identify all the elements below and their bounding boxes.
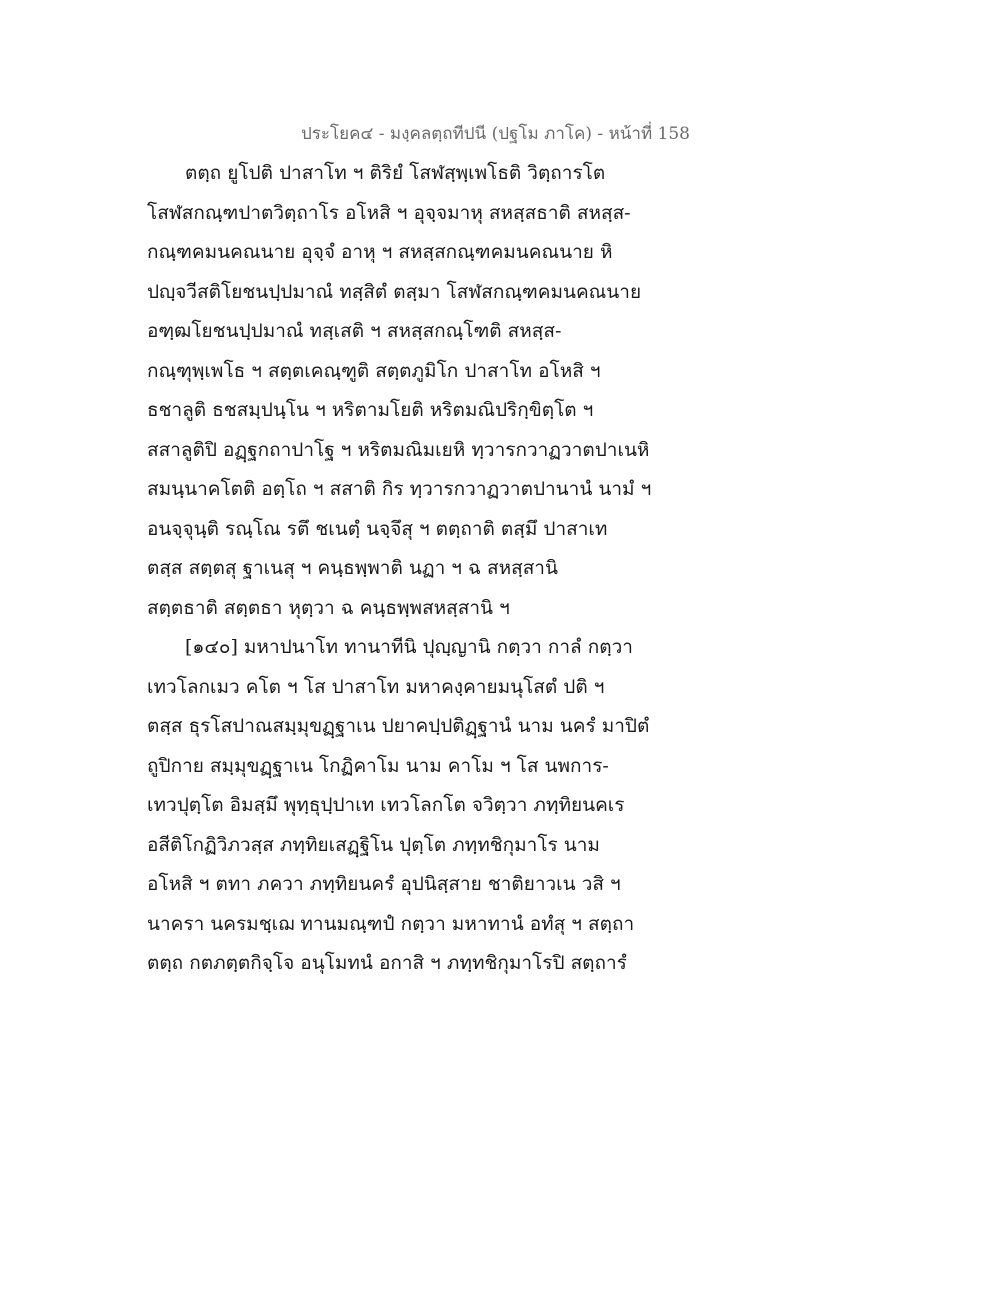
- text-line: ตตฺถ กตภตฺตกิจฺโจ อนุโมทนํ อกาสิ ฯ ภทฺทชิกุมาโรปิ สตฺถารํ: [147, 952, 627, 974]
- text-line: ปญฺจวีสติโยชนปฺปมาณํ ทสฺสิตํ ตสฺมา โสฬสกณฺฑคมนคณนาย: [147, 280, 642, 303]
- text-line: อฑฺฒโยชนปฺปมาณํ ทสฺเสติ ฯ สหสฺสกณฺโฑติ สหสฺส-: [147, 320, 562, 342]
- text-line: ตตฺถ ยูโปติ ปาสาโท ฯ ติริยํ โสฬสฺพฺเพโธติ วิตฺถารโต: [185, 162, 606, 184]
- text-line: สตฺตธาติ สตฺตธา หุตฺวา ฉ คนฺธพฺพสหสฺสานิ ฯ: [147, 596, 510, 619]
- text-line: อโหสิ ฯ ตทา ภควา ภทฺทิยนครํ อุปนิสฺสาย ชาติยาวเน วสิ ฯ: [147, 873, 621, 895]
- text-line: [๑๔๐] มหาปนาโท ทานาทีนิ ปุญฺญานิ กตฺวา กาลํ กตฺวา: [185, 636, 633, 658]
- text-line: นาครา นครมชฺเฌ ทานมณฺฑปํ กตฺวา มหาทานํ อทํสุ ฯ สตฺถา: [147, 912, 635, 935]
- text-line: สสาลูติปิ อฏฺฐกถาปาโฐ ฯ หริตมณิมเยหิ ทฺวารกวาฏวาตปาเนหิ: [147, 438, 650, 461]
- text-line: เทวปุตฺโต อิมสฺมึ พุทฺธุปฺปาเท เทวโลกโต จวิตฺวา ภทฺทิยนคเร: [147, 794, 625, 816]
- text-line: กณฺฑุพฺเพโธ ฯ สตฺตเคณฺฑูติ สตฺตภูมิโก ปาสาโท อโหสิ ฯ: [147, 359, 601, 382]
- paragraph: [147, 154, 707, 628]
- text-line: ตสฺส ธุรโสปาณสมฺมุขฏฺฐาเน ปยาคปฺปติฏฺฐานํ นาม นครํ มาปิตํ: [147, 715, 650, 737]
- text-line: อนจฺจุนฺติ รณฺโณ รตึ ชเนตฺํ นจฺจึสุ ฯ ตตฺถาติ ตสฺมึ ปาสาเท: [147, 517, 608, 540]
- paragraph: [147, 628, 707, 984]
- text-line: กณฺฑคมนคณนาย อุจฺจํ อาหุ ฯ สหสฺสกณฺฑคมนคณนาย หิ: [147, 241, 613, 263]
- text-line: ตสฺส สตฺตสุ ฐาเนสุ ฯ คนฺธพฺพาติ นฏา ฯ ฉ สหสฺสานิ: [147, 557, 558, 579]
- running-header: ประโยค๔ - มงฺคลตฺถทีปนี (ปฐโม ภาโค) - หน้าที่ 158: [301, 124, 690, 144]
- text-line: เทวโลกเมว คโต ฯ โส ปาสาโท มหาคงฺคายมนุโสตํ ปติ ฯ: [147, 675, 605, 698]
- text-line: สมนฺนาคโตติ อตฺโถ ฯ สสาติ กิร ทฺวารกวาฏวาตปานานํ นามํ ฯ: [147, 478, 652, 500]
- text-line: ธชาลูติ ธชสมฺปนฺโน ฯ หริตามโยติ หริตมณิปริกฺขิตฺโต ฯ: [147, 399, 594, 421]
- page-body: [147, 154, 707, 984]
- text-line: อสีติโกฏิวิภวสฺส ภทฺทิยเสฏฺฐิโน ปุตฺโต ภทฺทชิกุมาโร นาม: [147, 833, 600, 856]
- text-line: ถูปิกาย สมฺมุขฏฺฐาเน โกฏิคาโม นาม คาโม ฯ โส นพการ-: [147, 754, 609, 777]
- text-line: โสฬสกณฺฑปาตวิตฺถาโร อโหสิ ฯ อุจฺจมาหุ สหสฺสธาติ สหสฺส-: [147, 201, 631, 224]
